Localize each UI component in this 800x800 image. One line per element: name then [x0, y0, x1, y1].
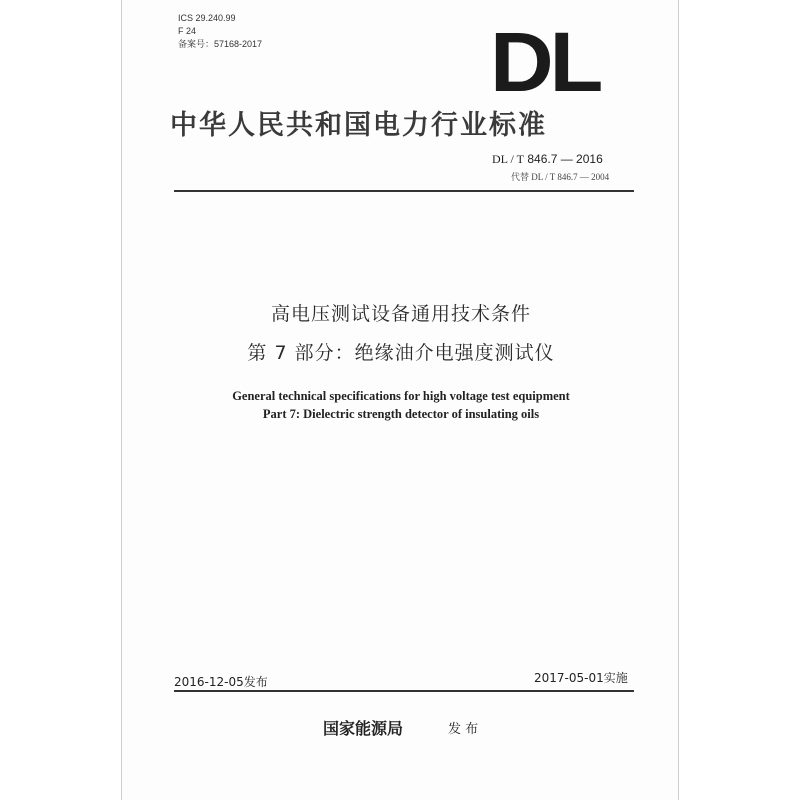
- publish-label: 发 布: [448, 722, 479, 737]
- title-zh-line1: 高电压测试设备通用技术条件: [270, 303, 531, 325]
- footer-divider: [174, 690, 634, 692]
- ics-code: ICS 29.240.99: [178, 13, 236, 23]
- header-divider: [174, 190, 634, 192]
- standard-code: 846.7 — 2016: [527, 152, 603, 166]
- title-zh-line2: 第 7 部分：绝缘油介电强度测试仪: [247, 342, 555, 364]
- document-cover: [121, 0, 679, 800]
- standard-number: [492, 152, 603, 167]
- issue-date: 2016-12-05发布: [174, 675, 268, 689]
- publisher-name: 国家能源局: [323, 719, 404, 738]
- effective-date: 2017-05-01实施: [534, 671, 628, 685]
- replaced-standard: 代替 DL / T 846.7 — 2004: [511, 172, 610, 182]
- title-en-line2: Part 7: Dielectric strength detector of insulating oils: [262, 407, 540, 421]
- title-en-line1: General technical specifications for high voltage test equipment: [232, 389, 570, 403]
- dl-logo: DL: [490, 15, 600, 109]
- classification-code: F 24: [178, 26, 197, 36]
- filing-number: 备案号：57168-2017: [178, 39, 263, 49]
- standard-prefix: DL / T: [492, 152, 524, 166]
- industry-standard-title: 中华人民共和国电力行业标准: [170, 110, 547, 141]
